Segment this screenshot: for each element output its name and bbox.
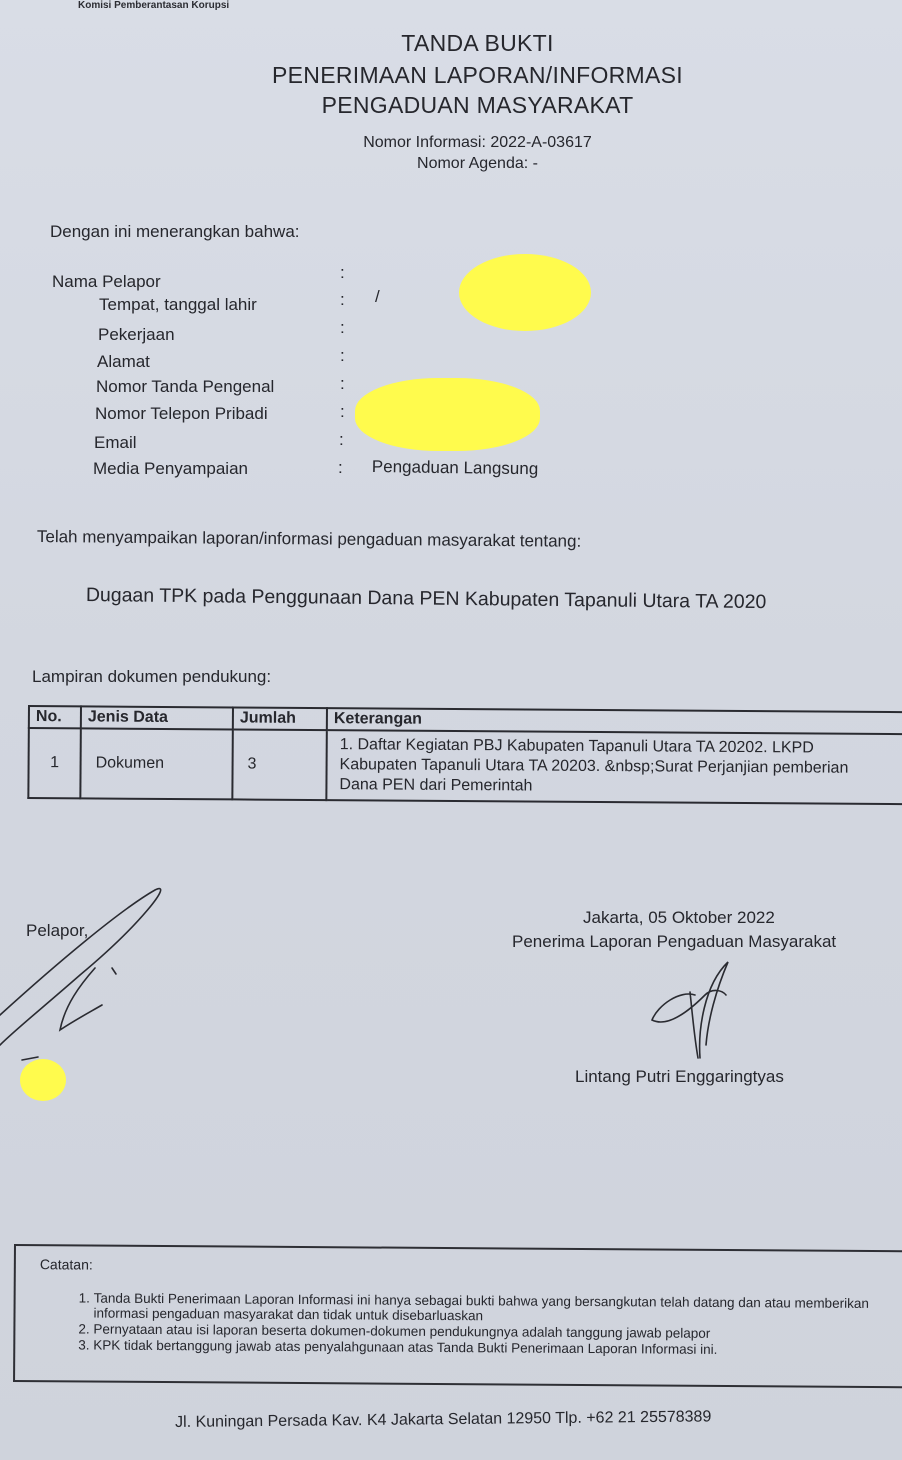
- nomor-informasi: Nomor Informasi: 2022-A-03617: [363, 134, 592, 151]
- cell-jumlah: 3: [232, 729, 326, 800]
- cell-keterangan: 1. Daftar Kegiatan PBJ Kabupaten Tapanuli Utara TA 20202. LKPD Kabupaten Tapanuli Utara TA 20203. &nbsp;Surat Perjanjian pemberian Dana PEN dari Pemerintah: [326, 730, 902, 804]
- email-label: Email: [94, 433, 137, 452]
- statement-text: Telah menyampaikan laporan/informasi pengaduan masyarakat tentang:: [36, 527, 582, 551]
- colon: :: [340, 346, 345, 365]
- alamat-label: Alamat: [97, 352, 150, 371]
- attachments-heading: Lampiran dokumen pendukung:: [32, 667, 272, 686]
- column-header: Keterangan: [327, 708, 902, 734]
- column-header: Jenis Data: [81, 706, 233, 729]
- notes-list: [71, 1290, 893, 1359]
- column-header: No.: [29, 706, 81, 728]
- colon: :: [339, 430, 344, 449]
- colon: :: [340, 263, 345, 282]
- column-header: Jumlah: [233, 707, 327, 730]
- pelapor-signature: [60, 968, 102, 1030]
- nomor-agenda: Nomor Agenda: -: [417, 155, 538, 172]
- receiver-signature: [700, 962, 728, 1058]
- report-subject: Dugaan TPK pada Penggunaan Dana PEN Kabupaten Tapanuli Utara TA 2020: [85, 584, 767, 614]
- title-line-3: PENGADUAN MASYARAKAT: [321, 92, 634, 118]
- colon: :: [340, 402, 345, 421]
- notes-title: Catatan:: [39, 1256, 93, 1273]
- receiver-title: Penerima Laporan Pengaduan Masyarakat: [512, 932, 837, 951]
- ttl-value: /: [375, 287, 380, 306]
- ttl-label: Tempat, tanggal lahir: [99, 295, 257, 314]
- colon: :: [340, 290, 345, 309]
- place-date: Jakarta, 05 Oktober 2022: [583, 908, 775, 927]
- intro-text: Dengan ini menerangkan bahwa:: [50, 222, 300, 241]
- nomor-tanda-pengenal-label: Nomor Tanda Pengenal: [96, 377, 275, 396]
- nama-pelapor-label: Nama Pelapor: [52, 272, 161, 291]
- pelapor-signature: [22, 1057, 38, 1060]
- organization-name: Komisi Pemberantasan Korupsi: [78, 0, 230, 11]
- telepon-label: Nomor Telepon Pribadi: [95, 404, 268, 423]
- pekerjaan-label: Pekerjaan: [98, 325, 175, 344]
- cell-no: 1: [28, 728, 80, 798]
- pelapor-label: Pelapor,: [26, 921, 89, 940]
- cell-jenis: Dokumen: [80, 728, 232, 799]
- colon: :: [340, 318, 345, 337]
- media-penyampaian-value: Pengaduan Langsung: [371, 457, 539, 479]
- note-item: 2. Pernyataan atau isi laporan beserta dokumen-dokumen pendukungnya adalah tanggung jawab pelapor: [93, 1322, 893, 1343]
- title-line-2: PENERIMAAN LAPORAN/INFORMASI: [272, 62, 683, 88]
- receiver-name: Lintang Putri Enggaringtyas: [575, 1067, 784, 1086]
- colon: :: [340, 374, 345, 393]
- pelapor-signature: [112, 968, 116, 974]
- note-item: 3. KPK tidak bertanggung jawab atas penyalahgunaan atas Tanda Bukti Penerimaan Laporan Informasi ini.: [93, 1338, 893, 1359]
- colon: :: [338, 458, 343, 477]
- notes-box: [13, 1244, 902, 1388]
- receiver-signature: [652, 990, 726, 1021]
- pelapor-signature: [0, 889, 161, 1045]
- title-line-1: TANDA BUKTI: [401, 30, 554, 56]
- media-penyampaian-label: Media Penyampaian: [93, 459, 248, 478]
- note-item: 1. Tanda Bukti Penerimaan Laporan Informasi ini hanya sebagai bukti bahwa yang bersangkutan telah datang dan atau memberikan informasi pengaduan masyarakat dan tidak untuk disebarluaskan: [93, 1291, 893, 1327]
- footer-address: Jl. Kuningan Persada Kav. K4 Jakarta Selatan 12950 Tlp. +62 21 25578389: [175, 1408, 712, 1431]
